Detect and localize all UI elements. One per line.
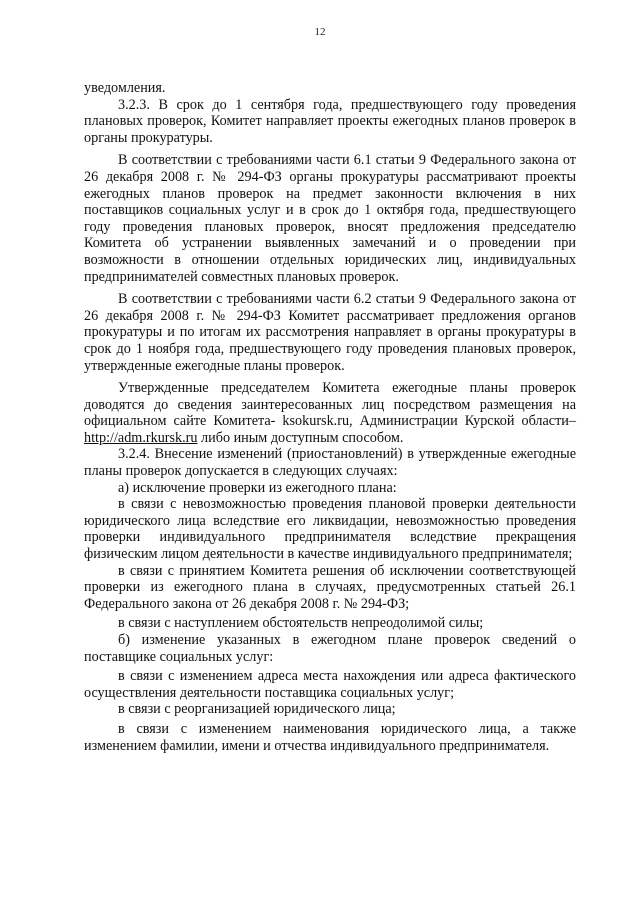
publication-text-end: либо иным доступным способом. (197, 429, 404, 446)
adm-rkursk-link[interactable]: http://adm.rkursk.ru (84, 429, 198, 446)
paragraph-continuation: уведомления. (84, 80, 166, 96)
paragraph-reorganization-case: в связи с реорганизацией юридического лица; (118, 701, 396, 718)
publication-text-start: Утвержденные председателем Комитета ежегодные планы проверок доводятся до сведения заинтересованных лиц посредством размещения на официальном сайте Комитета- ksokursk.ru, Администрации Курской области– (84, 380, 576, 430)
paragraph-3-2-4: 3.2.4. Внесение изменений (приостановлений) в утвержденные ежегодные планы проверок допускается в следующих случаях: (84, 446, 576, 480)
paragraph-part-6-2: В соответствии с требованиями части 6.2 статьи 9 Федерального закона от 26 декабря 2008 г. № 294-ФЗ Комитет рассматривает предложения органов прокуратуры и по итогам их рассмотрения направляет в органы прокуратуры в срок до 1 ноября года, предшествующего году проведения плановых проверок, утвержденные ежегодные планы проверок. (84, 291, 576, 374)
paragraph-liquidation-case: в связи с невозможностью проведения плановой проверки деятельности юридического лица вследствие его ликвидации, невозможностью проведения проверки индивидуального предпринимателя вследствие прекращения физическим лицом деятельности в качестве индивидуального предпринимателя; (84, 496, 576, 563)
paragraph-plan-publication (84, 380, 576, 446)
paragraph-part-6-1: В соответствии с требованиями части 6.1 статьи 9 Федерального закона от 26 декабря 2008 г. № 294-ФЗ органы прокуратуры рассматривают проекты ежегодных планов проверок на предмет законности включения в них поставщиков социальных услуг и в срок до 1 октября года, предшествующего году проведения плановых проверок, вносят предложения председателю Комитета об устранении выявленных замечаний и о проведении при возможности в отношении отдельных юридических лиц, индивидуальных предпринимателей совместных плановых проверок. (84, 152, 576, 285)
document-body (84, 80, 576, 754)
paragraph-force-majeure-case: в связи с наступлением обстоятельств непреодолимой силы; (118, 615, 484, 632)
paragraph-item-b: б) изменение указанных в ежегодном плане проверок сведений о поставщике социальных услуг: (84, 632, 576, 665)
paragraph-name-change-case: в связи с изменением наименования юридического лица, а также изменением фамилии, имени и отчества индивидуального предпринимателя. (84, 720, 576, 754)
page-number: 12 (314, 26, 326, 38)
paragraph-committee-decision-case: в связи с принятием Комитета решения об исключении соответствующей проверки из ежегодного плана в случаях, предусмотренных статьей 26.1 Федерального закона от 26 декабря 2008 г. № 294-ФЗ; (84, 562, 576, 612)
paragraph-3-2-3: 3.2.3. В срок до 1 сентября года, предшествующего году проведения плановых проверок, Комитет направляет проекты ежегодных планов проверок в органы прокуратуры. (84, 96, 576, 146)
paragraph-item-a: а) исключение проверки из ежегодного плана: (118, 479, 397, 496)
paragraph-address-change-case: в связи с изменением адреса места нахождения или адреса фактического осуществления деятельности поставщика социальных услуг; (84, 668, 576, 701)
